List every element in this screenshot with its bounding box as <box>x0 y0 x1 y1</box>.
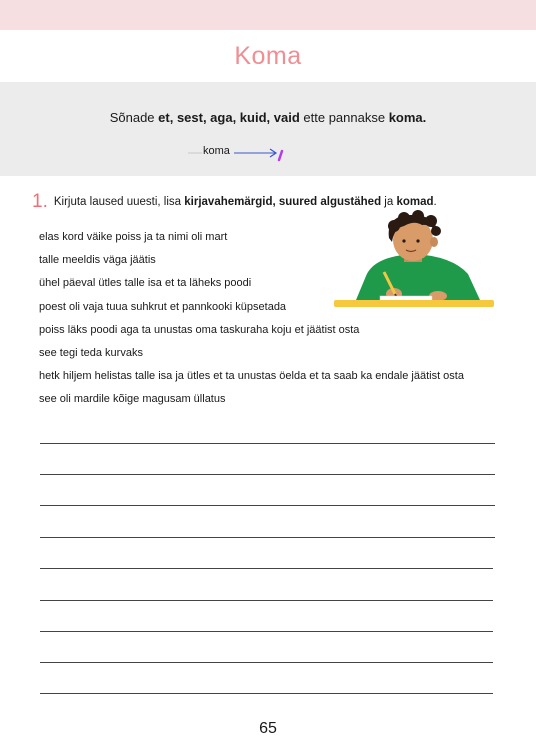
rule-words: et, sest, aga, kuid, vaid <box>158 110 300 125</box>
koma-label: koma <box>203 145 230 157</box>
rule-prefix: Sõnade <box>109 110 159 125</box>
page-title: Koma <box>234 42 302 70</box>
top-band <box>0 0 536 30</box>
rule-keyword: koma. <box>388 110 427 125</box>
answer-line[interactable] <box>40 505 495 506</box>
sentence-item: ühel päeval ütles talle isa et ta läheks poodi <box>39 277 252 290</box>
sentence-item: hetk hiljem helistas talle isa ja ütles et ta unustas öelda et ta saab ka endale jäätist osta <box>39 370 464 383</box>
answer-line[interactable] <box>40 443 495 444</box>
boy-writing-illustration <box>334 210 496 314</box>
task-number: 1. <box>32 191 48 212</box>
rule-box <box>0 82 536 176</box>
sentence-item: poest oli vaja tuua suhkrut et pannkooki küpsetada <box>39 300 287 313</box>
answer-line[interactable] <box>40 662 493 663</box>
sentence-item: poiss läks poodi aga ta unustas oma taskuraha koju et jäätist osta <box>39 323 360 336</box>
task-text-start: Kirjuta laused uuesti, lisa <box>53 196 185 208</box>
task-text-mid: ja <box>381 196 397 208</box>
task-text-end: . <box>433 196 437 208</box>
task-bold-1: kirjavahemärgid, suured algustähed <box>184 196 382 208</box>
koma-arrow-icon <box>188 144 298 166</box>
sentence-item: talle meeldis väga jäätis <box>39 254 156 267</box>
rule-text <box>0 110 536 125</box>
task-bold-2: komad <box>396 196 434 208</box>
answer-line[interactable] <box>40 631 493 632</box>
answer-line[interactable] <box>40 600 493 601</box>
answer-line[interactable] <box>40 568 493 569</box>
answer-line[interactable] <box>40 693 493 694</box>
sentence-item: see tegi teda kurvaks <box>39 346 143 359</box>
answer-line[interactable] <box>40 474 495 475</box>
sentence-item: elas kord väike poiss ja ta nimi oli mart <box>39 231 228 243</box>
answer-line[interactable] <box>40 537 495 538</box>
rule-middle: ette pannakse <box>299 110 389 125</box>
sentence-item: see oli mardile kõige magusam üllatus <box>39 393 226 406</box>
page-number: 65 <box>259 720 277 737</box>
